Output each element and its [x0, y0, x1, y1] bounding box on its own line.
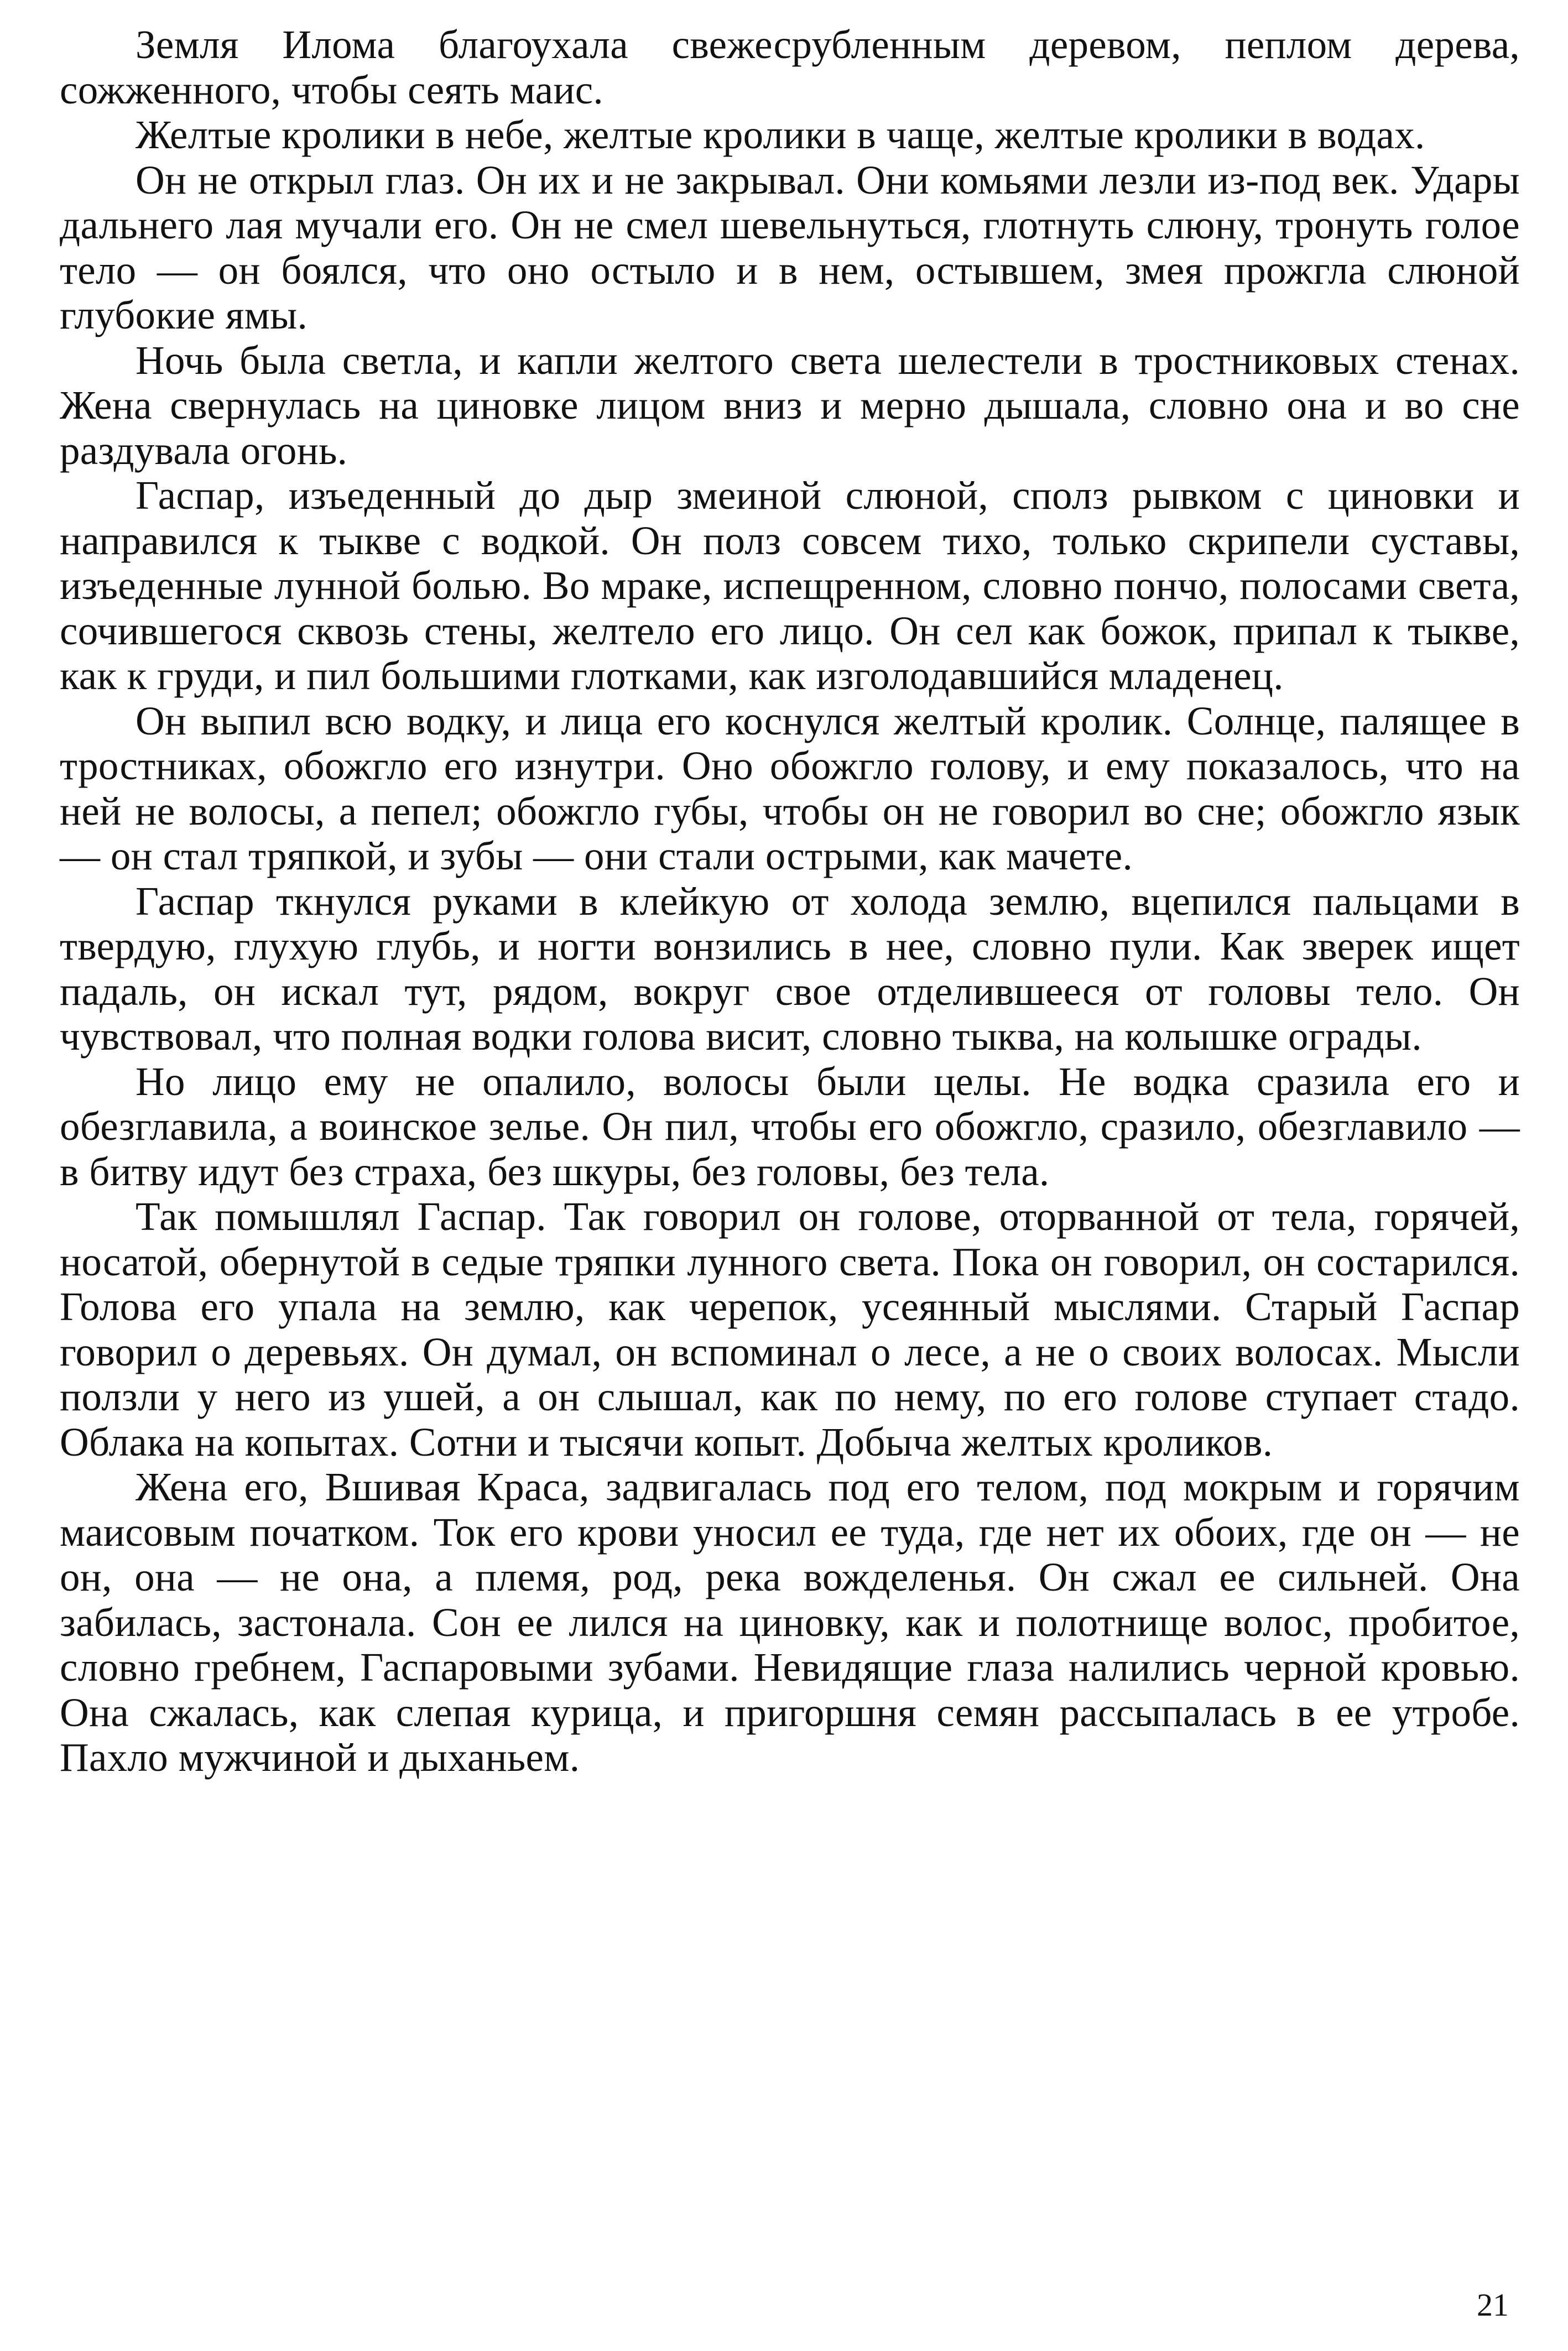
paragraph-7: Гаспар ткнулся руками в клейкую от холода землю, вцепился пальцами в твердую, глухую глубь, и ногти вонзились в нее, словно пули. Как зверек ищет падаль, он искал тут, рядом, вокруг свое отделившееся от головы тело. Он чувствовал, что полная водки голова висит, словно тыква, на колышке ограды. [60, 878, 1520, 1059]
paragraph-4: Ночь была светла, и капли желтого света шелестели в тростниковых стенах. Жена свернулась на циновке лицом вниз и мерно дышала, словно она и во сне раздувала огонь. [60, 337, 1520, 473]
paragraph-8: Но лицо ему не опалило, волосы были целы. Не водка сразила его и обезглавила, а воинское зелье. Он пил, чтобы его обожгло, сразило, обезглавило — в битву идут без страха, без шкуры, без головы, без тела. [60, 1059, 1520, 1194]
paragraph-6: Он выпил всю водку, и лица его коснулся желтый кролик. Солнце, палящее в тростниках, обожгло его изнутри. Оно обожгло голову, и ему показалось, что на ней не волосы, а пепел; обожгло губы, чтобы он не говорил во сне; обожгло язык — он стал тряпкой, и зубы — они стали острыми, как мачете. [60, 698, 1520, 878]
paragraph-10: Жена его, Вшивая Краса, задвигалась под его телом, под мокрым и горячим маисовым початком. Ток его крови уносил ее туда, где нет их обоих, где он — не он, она — не она, а племя, род, река вожделенья. Он сжал ее сильней. Она забилась, застонала. Сон ее лился на циновку, как и полотнище волос, пробитое, словно гребнем, Гаспаровыми зубами. Невидящие глаза налились черной кровью. Она сжалась, как слепая курица, и пригоршня семян рассыпалась в ее утробе. Пахло мужчиной и дыханьем. [60, 1464, 1520, 1780]
paragraph-1: Земля Илома благоухала свежесрубленным деревом, пеплом дерева, сожженного, чтобы сеять маис. [60, 22, 1520, 112]
paragraph-5: Гаспар, изъеденный до дыр змеиной слюной, сполз рывком с циновки и направился к тыкве с водкой. Он полз совсем тихо, только скрипели суставы, изъеденные лунной болью. Во мраке, испещренном, словно пончо, полосами света, сочившегося сквозь стены, желтело его лицо. Он сел как божок, припал к тыкве, как к груди, и пил большими глотками, как изголодавшийся младенец. [60, 473, 1520, 698]
paragraph-9: Так помышлял Гаспар. Так говорил он голове, оторванной от тела, горячей, носатой, обернутой в седые тряпки лунного света. Пока он говорил, он состарился. Голова его упала на землю, как черепок, усеянный мыслями. Старый Гаспар говорил о деревьях. Он думал, он вспоминал о лесе, а не о своих волосах. Мысли ползли у него из ушей, а он слышал, как по нему, по его голове ступает стадо. Облака на копытах. Сотни и тысячи копыт. Добыча желтых кроликов. [60, 1194, 1520, 1464]
page-number: 21 [1477, 2287, 1509, 2323]
page-text [60, 22, 1520, 1780]
paragraph-3: Он не открыл глаз. Он их и не закрывал. Они комьями лезли из-под век. Удары дальнего лая мучали его. Он не смел шевельнуться, глотнуть слюну, тронуть голое тело — он боялся, что оно остыло и в нем, остывшем, змея прожгла слюной глубокие ямы. [60, 157, 1520, 337]
paragraph-2: Желтые кролики в небе, желтые кролики в чаще, желтые кролики в водах. [136, 112, 1425, 157]
